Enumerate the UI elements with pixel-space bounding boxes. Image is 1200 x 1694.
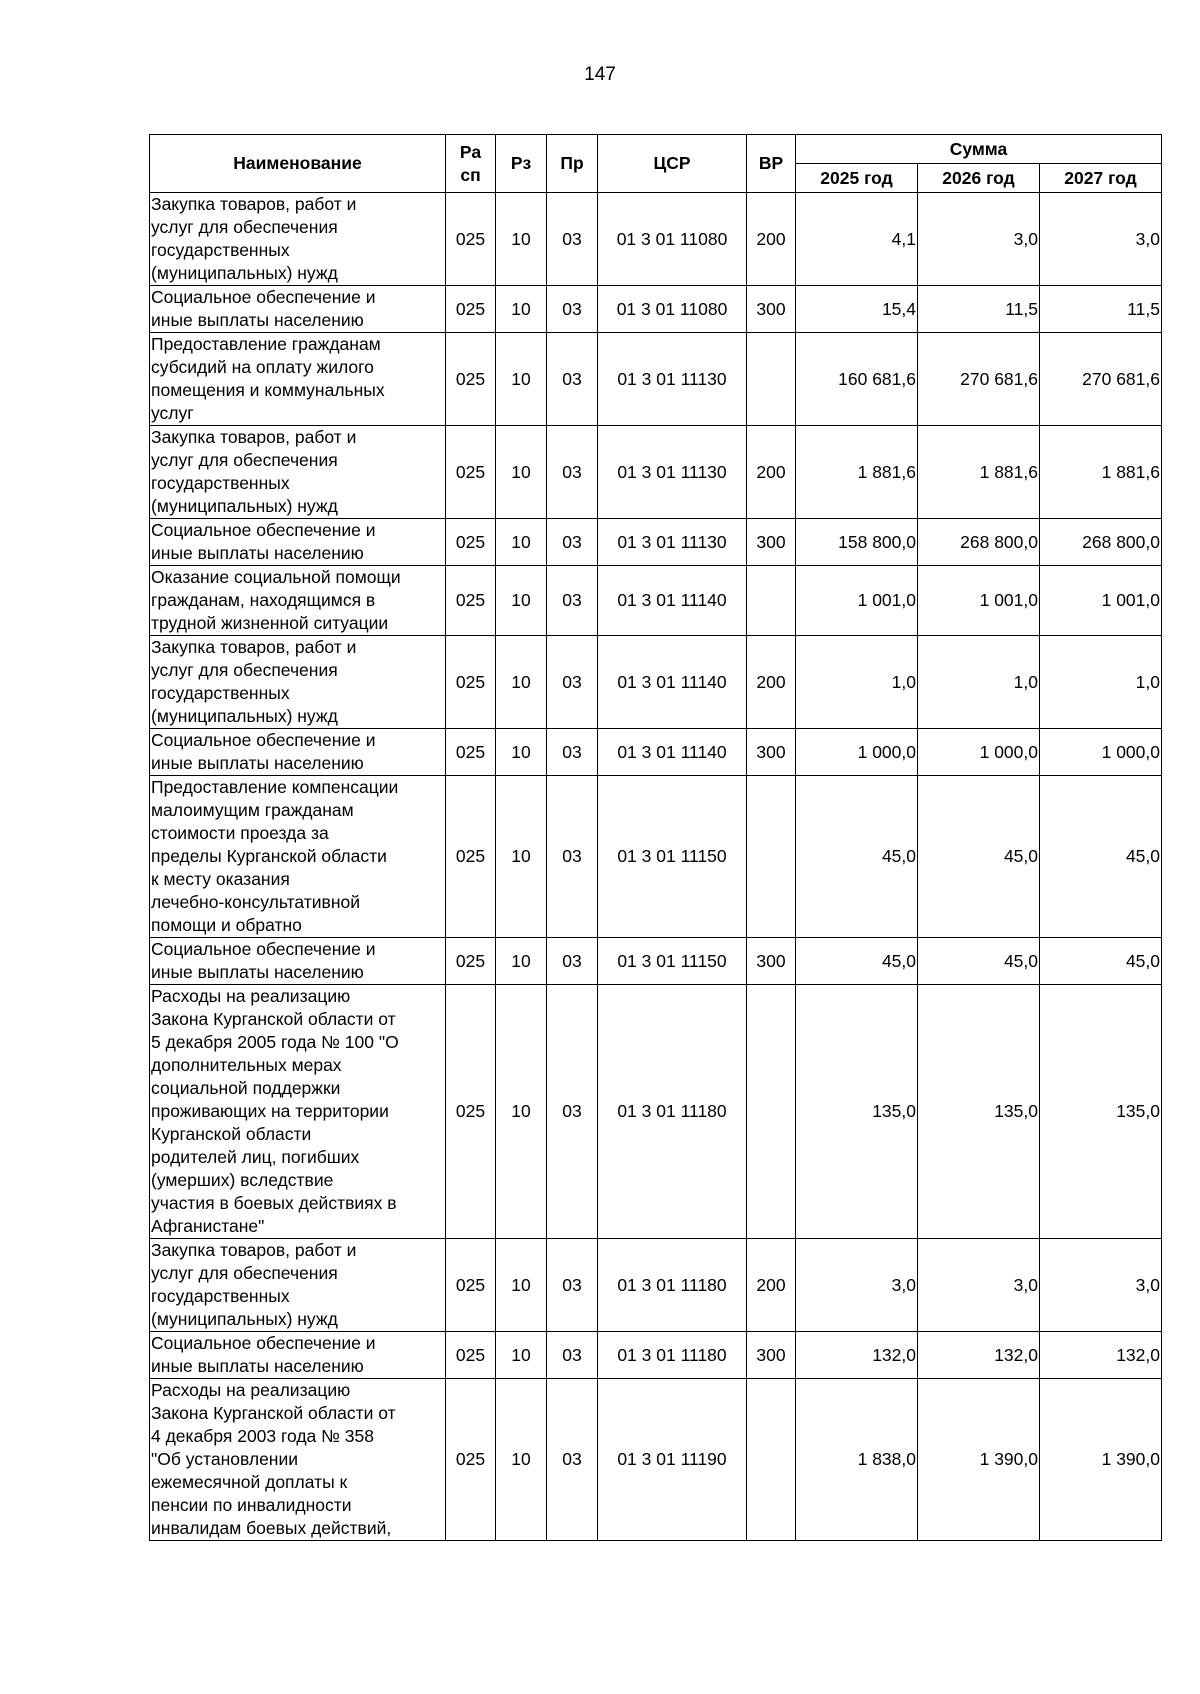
row-pr: 03 (547, 519, 598, 566)
row-name (150, 286, 446, 333)
row-amount-2027: 1 000,0 (1040, 729, 1162, 776)
row-name-line: пенсии по инвалидности (151, 1495, 352, 1515)
row-name (150, 193, 446, 286)
row-vr (747, 985, 796, 1239)
row-name-line: пределы Курганской области (151, 846, 387, 866)
row-amount-2026: 268 800,0 (918, 519, 1040, 566)
row-pr: 03 (547, 1332, 598, 1379)
row-csr: 01 3 01 11130 (598, 333, 747, 426)
row-name-line: помощи и обратно (151, 915, 302, 935)
header-vr: ВР (747, 135, 796, 193)
row-rasp: 025 (446, 1239, 496, 1332)
row-amount-2026: 270 681,6 (918, 333, 1040, 426)
row-vr (747, 333, 796, 426)
row-amount-2027: 3,0 (1040, 193, 1162, 286)
row-amount-2027: 1,0 (1040, 636, 1162, 729)
row-pr: 03 (547, 193, 598, 286)
row-name-line: Курганской области (151, 1124, 312, 1144)
row-vr: 300 (747, 729, 796, 776)
row-vr (747, 1379, 796, 1541)
row-rz: 10 (496, 1239, 547, 1332)
row-name-line: услуг для обеспечения (151, 660, 338, 680)
row-amount-2025: 45,0 (796, 938, 918, 985)
row-name-line: (муниципальных) нужд (151, 496, 338, 516)
row-name-line: государственных (151, 1286, 290, 1306)
row-rasp: 025 (446, 426, 496, 519)
table-row (150, 519, 1162, 566)
row-rz: 10 (496, 193, 547, 286)
row-pr: 03 (547, 426, 598, 519)
row-rz: 10 (496, 333, 547, 426)
row-amount-2025: 3,0 (796, 1239, 918, 1332)
row-name-line: малоимущим гражданам (151, 800, 354, 820)
row-rasp: 025 (446, 519, 496, 566)
row-amount-2025: 132,0 (796, 1332, 918, 1379)
row-name-line: инвалидам боевых действий, (151, 1518, 392, 1538)
row-vr: 300 (747, 519, 796, 566)
row-rz: 10 (496, 938, 547, 985)
table-row (150, 1379, 1162, 1541)
row-name (150, 1239, 446, 1332)
row-name (150, 776, 446, 938)
row-csr: 01 3 01 11180 (598, 1239, 747, 1332)
table-row (150, 938, 1162, 985)
row-csr: 01 3 01 11150 (598, 776, 747, 938)
row-vr: 200 (747, 426, 796, 519)
row-name (150, 985, 446, 1239)
row-name-line: государственных (151, 683, 290, 703)
row-amount-2027: 268 800,0 (1040, 519, 1162, 566)
row-amount-2027: 1 881,6 (1040, 426, 1162, 519)
table-row (150, 193, 1162, 286)
row-rz: 10 (496, 519, 547, 566)
row-name-line: Социальное обеспечение и (151, 730, 376, 750)
row-pr: 03 (547, 1379, 598, 1541)
row-amount-2027: 135,0 (1040, 985, 1162, 1239)
row-name-line: родителей лиц, погибших (151, 1147, 360, 1167)
row-name-line: Социальное обеспечение и (151, 1333, 376, 1353)
row-name-line: Предоставление компенсации (151, 777, 399, 797)
row-rasp: 025 (446, 1379, 496, 1541)
row-rz: 10 (496, 566, 547, 636)
row-pr: 03 (547, 776, 598, 938)
header-year-2025: 2025 год (796, 164, 918, 193)
row-name-line: дополнительных мерах (151, 1055, 342, 1075)
row-name-line: Социальное обеспечение и (151, 287, 376, 307)
row-name-line: (умерших) вследствие (151, 1170, 334, 1190)
row-amount-2026: 135,0 (918, 985, 1040, 1239)
row-rz: 10 (496, 286, 547, 333)
row-amount-2027: 3,0 (1040, 1239, 1162, 1332)
row-amount-2027: 1 390,0 (1040, 1379, 1162, 1541)
row-name-line: Социальное обеспечение и (151, 939, 376, 959)
row-name (150, 1379, 446, 1541)
header-sum: Сумма (796, 135, 1162, 164)
row-name-line: Расходы на реализацию (151, 1380, 351, 1400)
row-name-line: лечебно-консультативной (151, 892, 361, 912)
row-amount-2027: 11,5 (1040, 286, 1162, 333)
row-name (150, 519, 446, 566)
row-vr: 200 (747, 636, 796, 729)
row-csr: 01 3 01 11080 (598, 193, 747, 286)
row-rz: 10 (496, 1379, 547, 1541)
header-csr: ЦСР (598, 135, 747, 193)
header-rasp-line2: сп (460, 164, 481, 185)
row-amount-2026: 1 000,0 (918, 729, 1040, 776)
row-amount-2025: 1 881,6 (796, 426, 918, 519)
row-name-line: услуг для обеспечения (151, 1263, 338, 1283)
row-amount-2025: 1 838,0 (796, 1379, 918, 1541)
row-name (150, 333, 446, 426)
row-rasp: 025 (446, 729, 496, 776)
table-row (150, 1332, 1162, 1379)
row-name-line: (муниципальных) нужд (151, 263, 338, 283)
row-rz: 10 (496, 1332, 547, 1379)
row-name-line: иные выплаты населению (151, 543, 364, 563)
row-name-line: ежемесячной доплаты к (151, 1472, 348, 1492)
row-csr: 01 3 01 11150 (598, 938, 747, 985)
row-name-line: социальной поддержки (151, 1078, 341, 1098)
row-name-line: проживающих на территории (151, 1101, 389, 1121)
row-vr: 300 (747, 286, 796, 333)
row-csr: 01 3 01 11130 (598, 426, 747, 519)
row-amount-2025: 158 800,0 (796, 519, 918, 566)
row-amount-2026: 3,0 (918, 193, 1040, 286)
row-vr: 300 (747, 938, 796, 985)
row-amount-2027: 270 681,6 (1040, 333, 1162, 426)
row-amount-2025: 15,4 (796, 286, 918, 333)
budget-table (149, 134, 1162, 1541)
row-name-line: стоимости проезда за (151, 823, 329, 843)
row-name-line: Расходы на реализацию (151, 986, 351, 1006)
header-year-2026: 2026 год (918, 164, 1040, 193)
row-vr (747, 776, 796, 938)
row-name-line: Закона Курганской области от (151, 1403, 396, 1423)
row-name-line: субсидий на оплату жилого (151, 357, 374, 377)
row-pr: 03 (547, 333, 598, 426)
row-amount-2026: 45,0 (918, 938, 1040, 985)
row-name (150, 729, 446, 776)
row-rasp: 025 (446, 938, 496, 985)
page-number: 147 (584, 64, 616, 85)
row-amount-2025: 135,0 (796, 985, 918, 1239)
row-pr: 03 (547, 636, 598, 729)
row-rasp: 025 (446, 985, 496, 1239)
row-amount-2026: 1,0 (918, 636, 1040, 729)
header-rasp-line1: Ра (459, 141, 482, 162)
table-row (150, 985, 1162, 1239)
row-name (150, 566, 446, 636)
row-name-line: услуг для обеспечения (151, 450, 338, 470)
table-row (150, 286, 1162, 333)
header-year-2027: 2027 год (1040, 164, 1162, 193)
row-name-line: Предоставление гражданам (151, 334, 381, 354)
row-csr: 01 3 01 11140 (598, 636, 747, 729)
row-name-line: помещения и коммунальных (151, 380, 385, 400)
row-rasp: 025 (446, 333, 496, 426)
row-pr: 03 (547, 1239, 598, 1332)
row-amount-2025: 4,1 (796, 193, 918, 286)
row-csr: 01 3 01 11140 (598, 566, 747, 636)
row-csr: 01 3 01 11140 (598, 729, 747, 776)
row-rz: 10 (496, 426, 547, 519)
row-name-line: иные выплаты населению (151, 962, 364, 982)
row-pr: 03 (547, 938, 598, 985)
header-rz: Рз (496, 135, 547, 193)
row-name-line: государственных (151, 473, 290, 493)
row-name-line: Оказание социальной помощи (151, 567, 401, 587)
table-row (150, 729, 1162, 776)
row-rasp: 025 (446, 193, 496, 286)
row-amount-2026: 1 881,6 (918, 426, 1040, 519)
row-name-line: государственных (151, 240, 290, 260)
row-rasp: 025 (446, 1332, 496, 1379)
row-csr: 01 3 01 11130 (598, 519, 747, 566)
row-pr: 03 (547, 985, 598, 1239)
table-row (150, 776, 1162, 938)
row-name-line: трудной жизненной ситуации (151, 613, 389, 633)
row-name-line: 4 декабря 2003 года № 358 (151, 1426, 374, 1446)
row-rz: 10 (496, 776, 547, 938)
header-name: Наименование (150, 135, 446, 193)
row-amount-2027: 45,0 (1040, 776, 1162, 938)
table-row (150, 636, 1162, 729)
row-amount-2026: 3,0 (918, 1239, 1040, 1332)
row-vr: 200 (747, 193, 796, 286)
row-csr: 01 3 01 11180 (598, 985, 747, 1239)
row-pr: 03 (547, 729, 598, 776)
row-name-line: услуг для обеспечения (151, 217, 338, 237)
table-row (150, 333, 1162, 426)
row-csr: 01 3 01 11190 (598, 1379, 747, 1541)
table-row (150, 566, 1162, 636)
row-amount-2027: 1 001,0 (1040, 566, 1162, 636)
row-name-line: гражданам, находящимся в (151, 590, 376, 610)
row-amount-2026: 1 001,0 (918, 566, 1040, 636)
row-amount-2026: 45,0 (918, 776, 1040, 938)
row-name (150, 636, 446, 729)
row-amount-2025: 160 681,6 (796, 333, 918, 426)
row-amount-2026: 132,0 (918, 1332, 1040, 1379)
row-name (150, 1332, 446, 1379)
row-vr: 200 (747, 1239, 796, 1332)
row-csr: 01 3 01 11080 (598, 286, 747, 333)
row-amount-2025: 1 001,0 (796, 566, 918, 636)
table-row (150, 426, 1162, 519)
row-rasp: 025 (446, 286, 496, 333)
row-pr: 03 (547, 286, 598, 333)
row-csr: 01 3 01 11180 (598, 1332, 747, 1379)
table-header (150, 135, 1162, 193)
row-rasp: 025 (446, 636, 496, 729)
row-name-line: 5 декабря 2005 года № 100 "О (151, 1032, 399, 1052)
row-amount-2027: 45,0 (1040, 938, 1162, 985)
row-name-line: Афганистане" (151, 1216, 265, 1236)
row-amount-2026: 11,5 (918, 286, 1040, 333)
row-name-line: иные выплаты населению (151, 753, 364, 773)
row-rz: 10 (496, 985, 547, 1239)
row-name-line: Социальное обеспечение и (151, 520, 376, 540)
row-rasp: 025 (446, 566, 496, 636)
row-name-line: услуг (151, 403, 194, 423)
row-name-line: Закупка товаров, работ и (151, 427, 357, 447)
row-amount-2025: 1 000,0 (796, 729, 918, 776)
row-amount-2026: 1 390,0 (918, 1379, 1040, 1541)
row-name-line: Закупка товаров, работ и (151, 194, 357, 214)
row-name-line: иные выплаты населению (151, 1356, 364, 1376)
table-body (150, 193, 1162, 1541)
row-rz: 10 (496, 729, 547, 776)
row-name-line: (муниципальных) нужд (151, 1309, 338, 1329)
row-vr (747, 566, 796, 636)
row-name-line: участия в боевых действиях в (151, 1193, 397, 1213)
row-rz: 10 (496, 636, 547, 729)
row-name (150, 938, 446, 985)
row-name-line: (муниципальных) нужд (151, 706, 338, 726)
row-amount-2027: 132,0 (1040, 1332, 1162, 1379)
row-rasp: 025 (446, 776, 496, 938)
row-vr: 300 (747, 1332, 796, 1379)
row-name-line: Закона Курганской области от (151, 1009, 396, 1029)
row-name-line: Закупка товаров, работ и (151, 637, 357, 657)
row-amount-2025: 1,0 (796, 636, 918, 729)
header-rasp (446, 135, 496, 193)
row-amount-2025: 45,0 (796, 776, 918, 938)
row-name (150, 426, 446, 519)
header-pr: Пр (547, 135, 598, 193)
row-name-line: иные выплаты населению (151, 310, 364, 330)
row-name-line: к месту оказания (151, 869, 290, 889)
row-pr: 03 (547, 566, 598, 636)
table-row (150, 1239, 1162, 1332)
row-name-line: "Об установлении (151, 1449, 299, 1469)
row-name-line: Закупка товаров, работ и (151, 1240, 357, 1260)
